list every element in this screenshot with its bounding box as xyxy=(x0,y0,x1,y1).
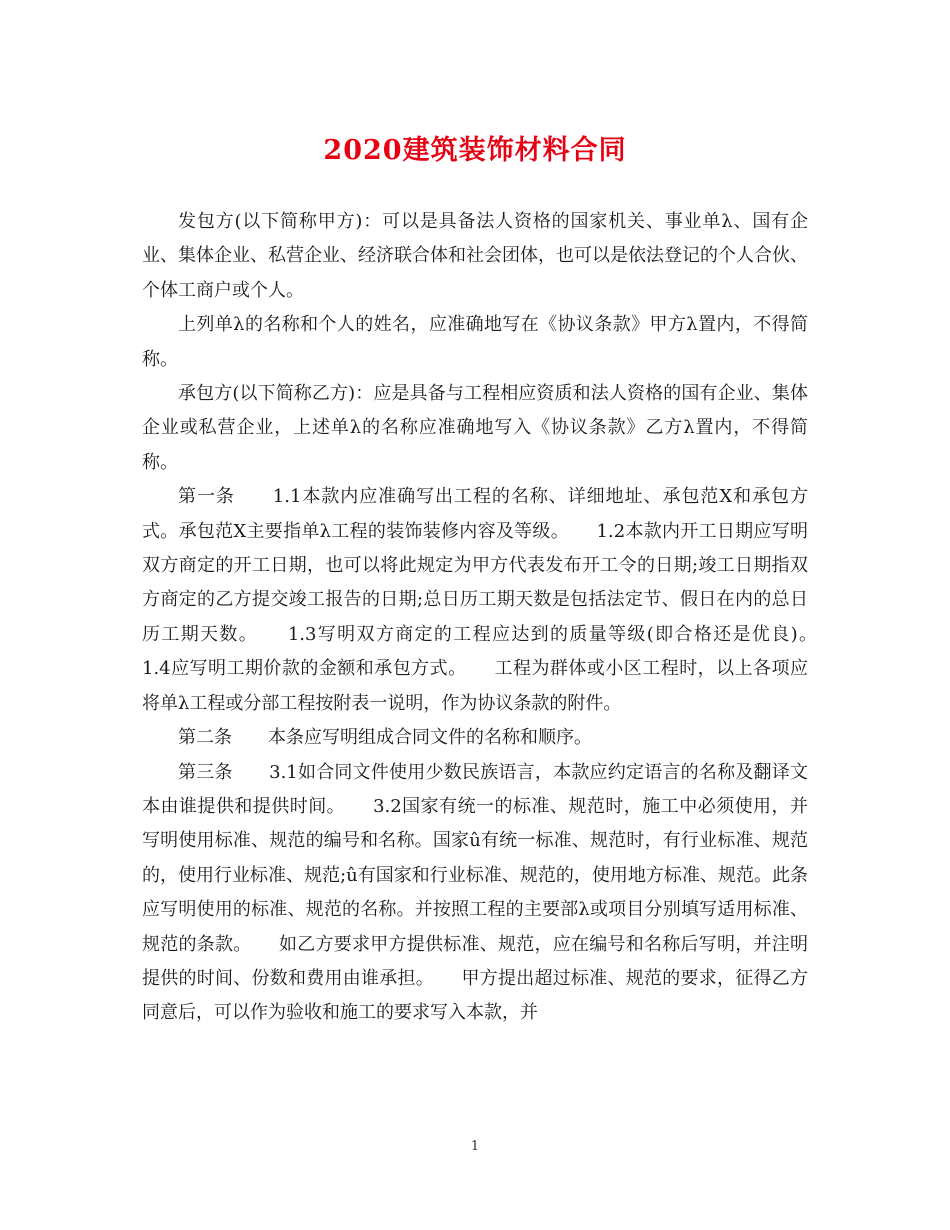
paragraph-article-2: 第二条 本条应写明组成合同文件的名称和顺序。 xyxy=(178,727,592,749)
paragraph-contractor-definition: 发包方(以下简称甲方)：可以是具备法人资格的国家机关、事业单λ、国有企业、集体企业、私营企业、经济联合体和社会团体，也可以是依法登记的个人合伙、个体工商户或个人。 xyxy=(142,211,808,301)
document-title: 2020建筑装饰材料合同 xyxy=(323,135,627,166)
document-body xyxy=(142,205,844,1031)
page-number: 1 xyxy=(470,1139,480,1154)
paragraph-name-requirement: 上列单λ的名称和个人的姓名，应准确地写在《协议条款》甲方λ置内，不得简称。 xyxy=(142,314,808,370)
paragraph-contractee-definition: 承包方(以下简称乙方)：应是具备与工程相应资质和法人资格的国有企业、集体企业或私营企业，上述单λ的名称应准确地写入《协议条款》乙方λ置内，不得简称。 xyxy=(142,383,808,473)
paragraph-article-3: 第三条 3.1如合同文件使用少数民族语言，本款应约定语言的名称及翻译文本由谁提供和提供时间。 3.2国家有统一的标准、规范时，施工中必须使用，并写明使用标准、规范的编号和名称。国家û有统一标准、规范时，有行业标准、规范的，使用行业标准、规范;û有国家和行业标准、规范的，使用地方标准、规范。此条应写明使用的标准、规范的名称。并按照工程的主要部λ或项目分别填写适用标准、规范的条款。 如乙方要求甲方提供标准、规范，应在编号和名称后写明，并注明提供的时间、份数和费用由谁承担。 甲方提出超过标准、规范的要求，征得乙方同意后，可以作为验收和施工的要求写入本款，并 xyxy=(142,761,808,1024)
paragraph-article-1: 第一条 1.1本款内应准确写出工程的名称、详细地址、承包范X和承包方式。承包范X主要指单λ工程的装饰装修内容及等级。 1.2本款内开工日期应写明双方商定的开工日期，也可以将此规定为甲方代表发布开工令的日期;竣工日期指双方商定的乙方提交竣工报告的日期;总日历工期天数是包括法定节、假日在内的总日历工期天数。 1.3写明双方商定的工程应达到的质量等级(即合格还是优良)。 1.4应写明工期价款的金额和承包方式。 工程为群体或小区工程时，以上各项应将单λ工程或分部工程按附表一说明，作为协议条款的附件。 xyxy=(142,486,844,714)
